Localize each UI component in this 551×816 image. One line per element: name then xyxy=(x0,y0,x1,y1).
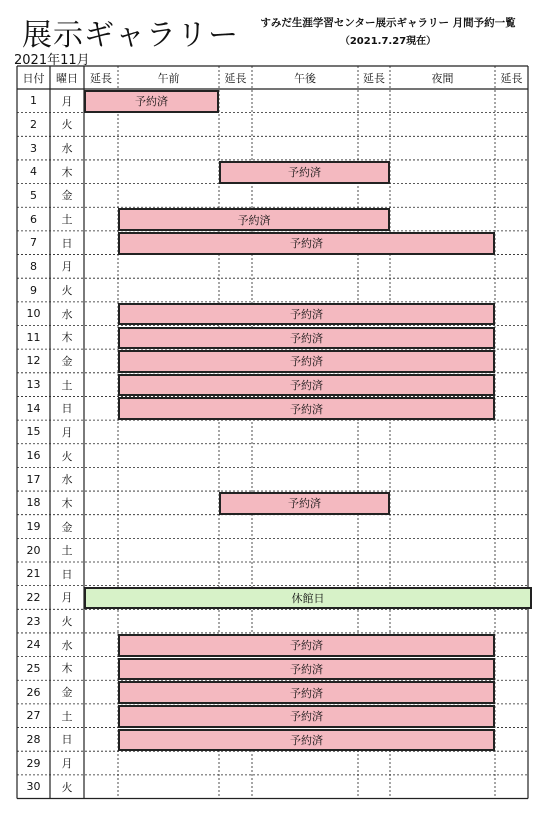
as-of-date: （2021.7.27現在） xyxy=(339,36,437,47)
column-header: 曜日 xyxy=(56,71,78,85)
weekday-cell: 月 xyxy=(61,94,73,108)
day-cell: 11 xyxy=(26,330,41,344)
day-cell: 27 xyxy=(26,709,41,723)
column-header: 夜間 xyxy=(431,71,454,85)
weekday-cell: 金 xyxy=(61,686,73,700)
day-cell: 14 xyxy=(26,401,41,415)
weekday-cell: 水 xyxy=(61,473,73,487)
column-header: 延長 xyxy=(90,71,112,85)
day-cell: 10 xyxy=(26,307,41,321)
weekday-cell: 水 xyxy=(61,142,73,156)
weekday-cell: 月 xyxy=(61,260,73,274)
reservation-bar: 予約済 xyxy=(118,327,495,350)
day-cell: 18 xyxy=(26,496,41,510)
day-cell: 16 xyxy=(26,449,41,463)
weekday-cell: 火 xyxy=(61,449,73,463)
day-cell: 13 xyxy=(26,378,41,392)
weekday-cell: 木 xyxy=(61,496,73,510)
column-header: 延長 xyxy=(224,71,247,85)
day-cell: 24 xyxy=(26,638,41,652)
weekday-cell: 日 xyxy=(61,567,73,581)
column-header: 午前 xyxy=(157,71,180,85)
weekday-cell: 木 xyxy=(61,331,73,345)
reservation-bar: 予約済 xyxy=(118,705,495,728)
reservation-bar: 予約済 xyxy=(118,658,495,681)
day-cell: 9 xyxy=(30,283,37,297)
day-cell: 2 xyxy=(30,117,37,131)
weekday-cell: 土 xyxy=(61,709,73,723)
reservation-bar: 予約済 xyxy=(118,208,390,231)
day-cell: 7 xyxy=(30,236,37,250)
weekday-cell: 火 xyxy=(61,615,73,629)
day-cell: 15 xyxy=(26,425,41,439)
weekday-cell: 木 xyxy=(61,165,73,179)
day-cell: 5 xyxy=(30,188,37,202)
reservation-bar: 予約済 xyxy=(118,350,495,373)
day-cell: 6 xyxy=(30,212,37,226)
page-title: 展示ギャラリー xyxy=(22,18,239,53)
column-header: 午後 xyxy=(294,71,316,85)
weekday-cell: 金 xyxy=(61,520,73,534)
weekday-cell: 火 xyxy=(61,284,73,297)
weekday-cell: 月 xyxy=(61,591,73,605)
day-cell: 30 xyxy=(26,780,41,794)
weekday-cell: 火 xyxy=(61,118,73,132)
reservation-bar: 予約済 xyxy=(118,681,495,704)
day-cell: 19 xyxy=(26,520,41,533)
reservation-bar: 予約済 xyxy=(118,397,495,420)
weekday-cell: 水 xyxy=(61,638,73,652)
day-cell: 17 xyxy=(26,472,41,486)
day-cell: 4 xyxy=(30,165,37,179)
reservation-bar: 予約済 xyxy=(219,492,390,515)
weekday-cell: 日 xyxy=(61,236,73,250)
weekday-cell: 金 xyxy=(61,354,73,368)
weekday-cell: 火 xyxy=(61,780,73,794)
day-cell: 20 xyxy=(26,543,41,557)
weekday-cell: 土 xyxy=(61,544,73,558)
weekday-cell: 土 xyxy=(61,378,73,392)
weekday-cell: 日 xyxy=(61,733,73,747)
day-cell: 1 xyxy=(30,94,37,108)
day-cell: 22 xyxy=(26,590,41,604)
closed-day-bar: 休館日 xyxy=(84,587,532,610)
reservation-bar: 予約済 xyxy=(118,634,495,657)
day-cell: 12 xyxy=(26,354,41,368)
reservation-bar: 予約済 xyxy=(84,90,219,113)
reservation-bar: 予約済 xyxy=(118,303,495,326)
day-cell: 23 xyxy=(26,614,41,628)
weekday-cell: 月 xyxy=(61,425,73,439)
weekday-cell: 日 xyxy=(61,402,73,416)
reservation-bar: 予約済 xyxy=(219,161,390,184)
weekday-cell: 土 xyxy=(61,213,73,227)
day-cell: 28 xyxy=(26,732,41,746)
day-cell: 26 xyxy=(26,685,41,699)
reservation-bar: 予約済 xyxy=(118,729,495,752)
column-header: 延長 xyxy=(500,71,523,85)
weekday-cell: 水 xyxy=(61,307,73,321)
weekday-cell: 月 xyxy=(61,757,73,770)
day-cell: 21 xyxy=(26,567,41,581)
day-cell: 8 xyxy=(30,259,37,273)
day-cell: 25 xyxy=(26,661,41,675)
weekday-cell: 木 xyxy=(61,662,73,676)
weekday-cell: 金 xyxy=(61,189,73,203)
reservation-bar: 予約済 xyxy=(118,232,495,255)
day-cell: 3 xyxy=(30,141,37,155)
reservation-bar: 予約済 xyxy=(118,374,495,397)
org-line: すみだ生涯学習センター展示ギャラリー 月間予約一覧 xyxy=(260,17,516,29)
day-cell: 29 xyxy=(26,756,41,770)
month-label: 2021年11月 xyxy=(14,53,90,68)
column-header: 延長 xyxy=(363,71,385,85)
column-header: 日付 xyxy=(22,71,45,85)
